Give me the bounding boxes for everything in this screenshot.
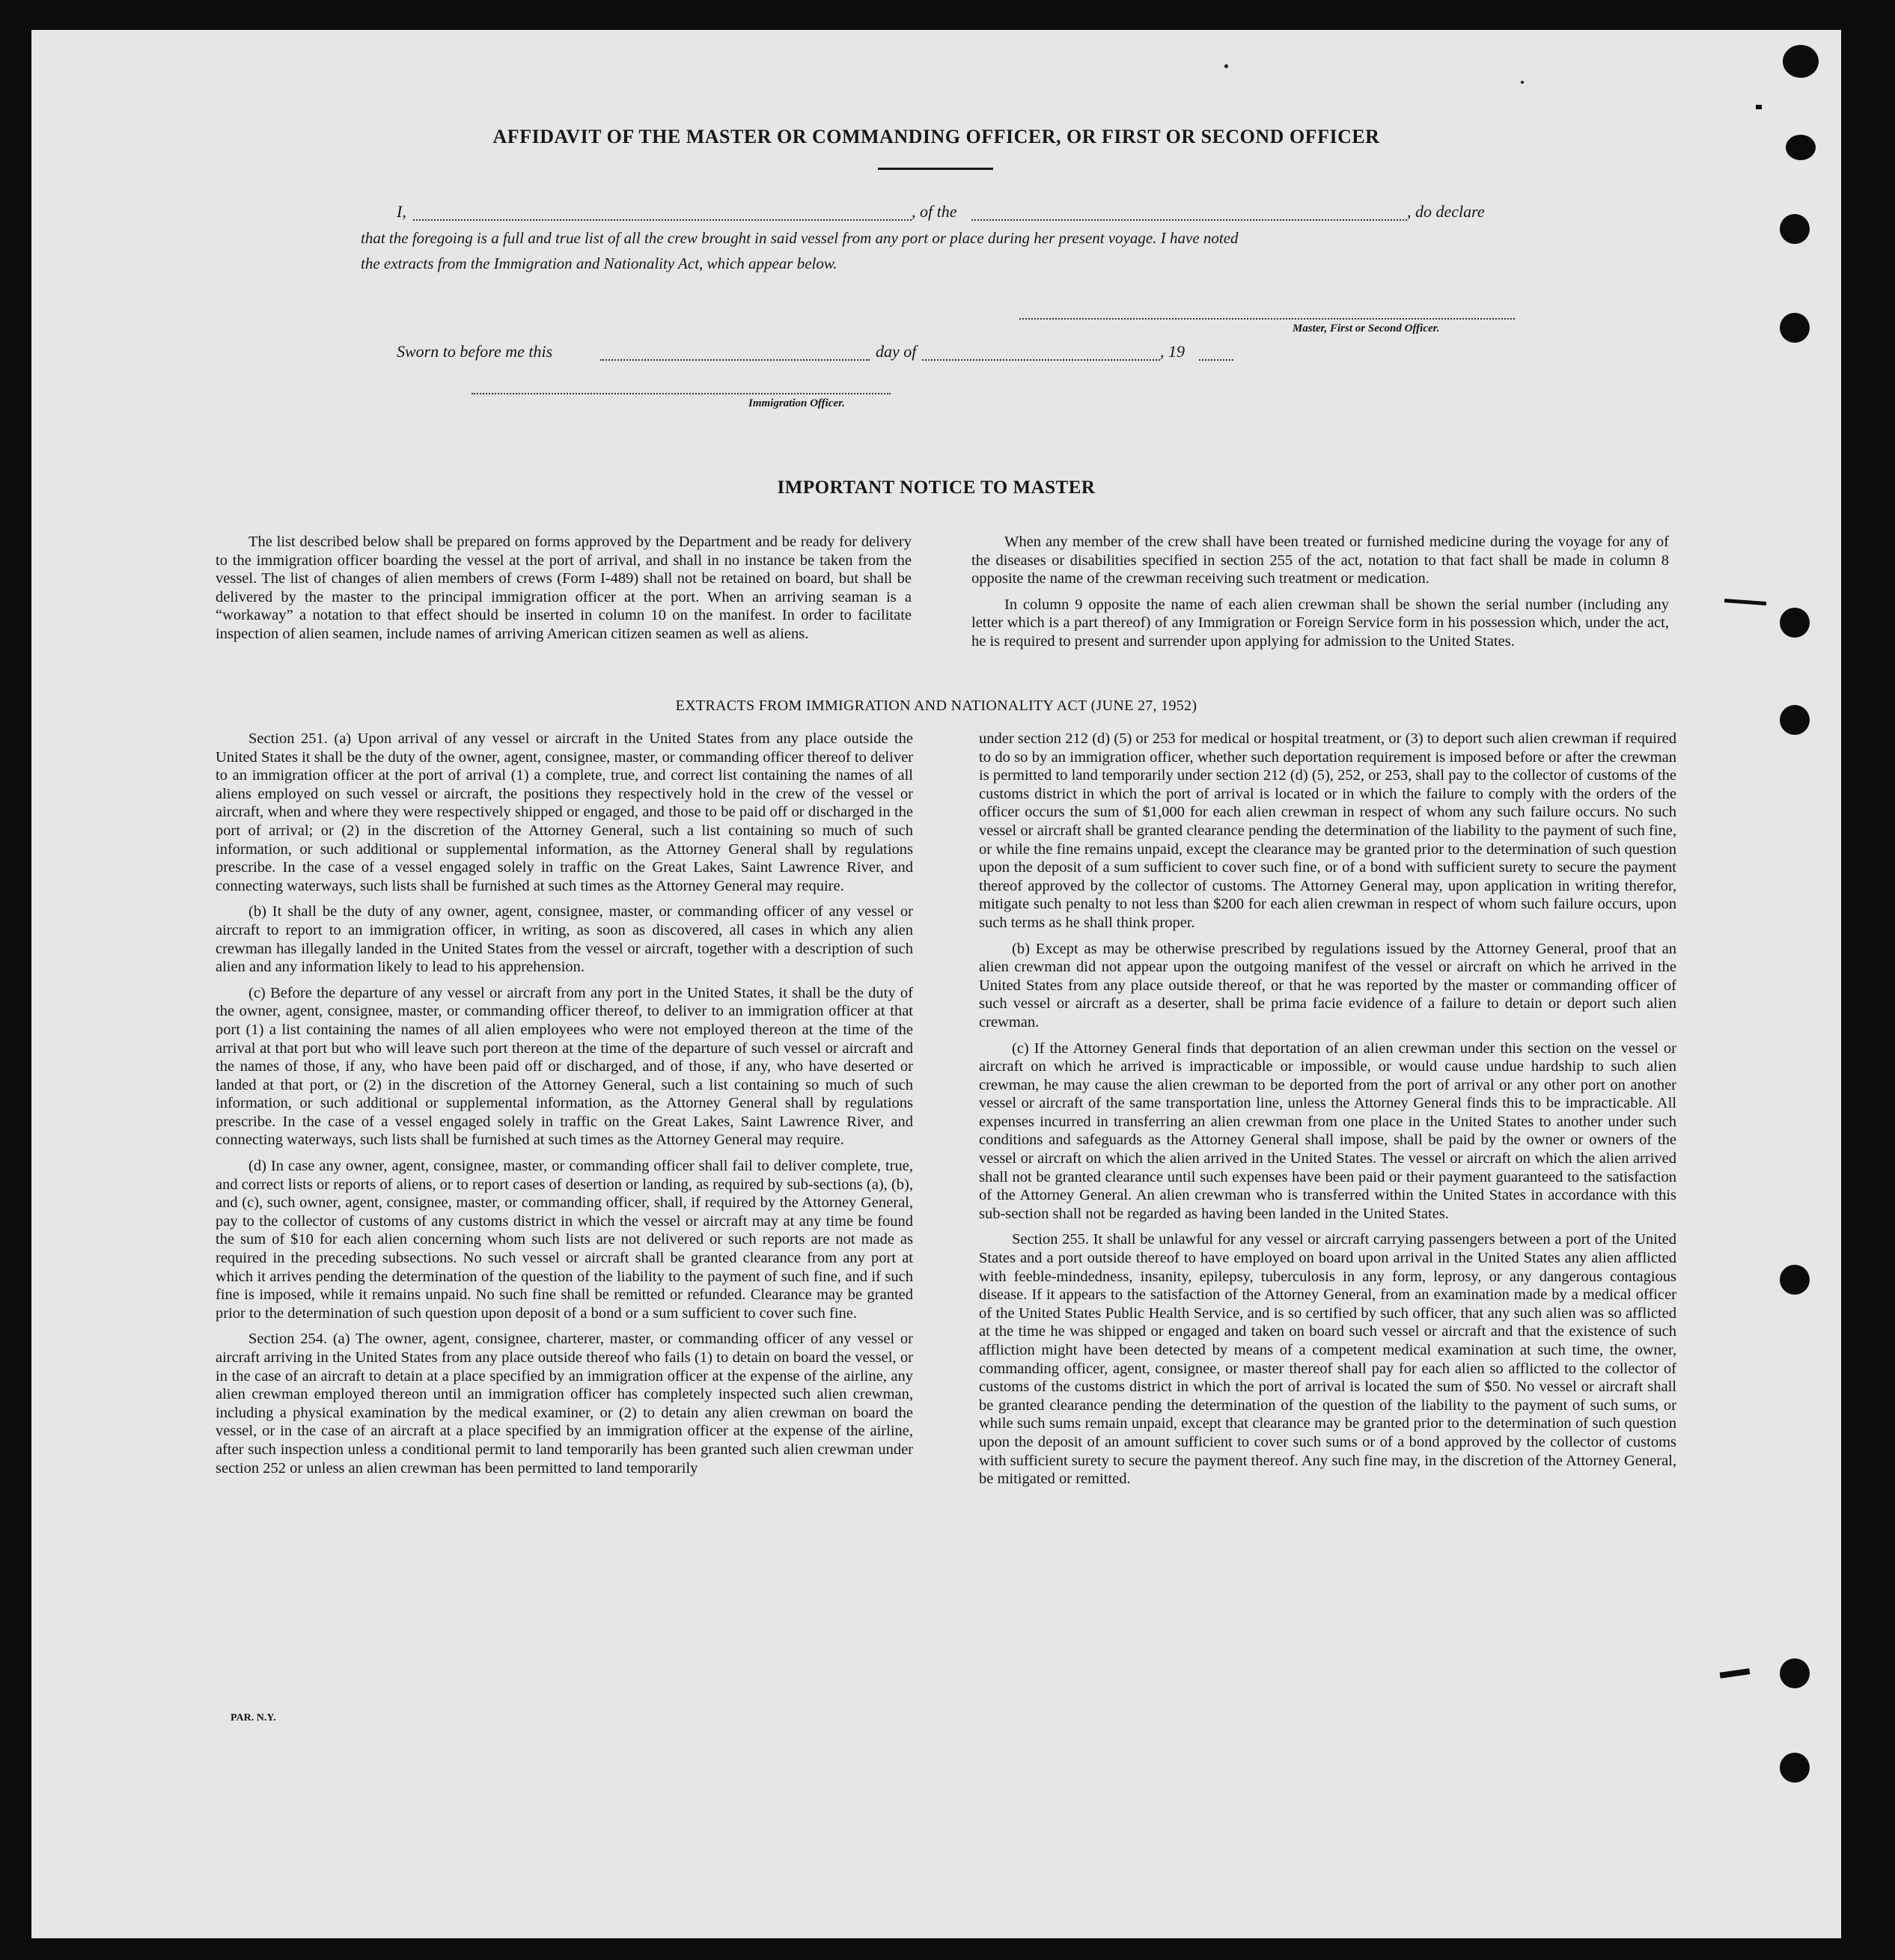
- of-the-label: , of the: [912, 202, 957, 221]
- binder-hole-icon: [1780, 214, 1810, 244]
- sworn-year-field[interactable]: [1199, 359, 1233, 361]
- section-251-b: (b) It shall be the duty of any owner, agent, consignee, master, or commanding officer of any vessel or aircraft to report to an immigration officer, in writing, as soon as discovered, all cases in which any alien crewman has illegally landed in the United States from the vessel or aircraft, together with a description of such alien and any information likely to lead to his apprehension.: [216, 903, 913, 976]
- notice-right-paragraph-1: When any member of the crew shall have been treated or furnished medicine during the voyage for any of the diseases or disabilities specified in section 255 of the act, notation to that fact shall be made in column 8 opposite the name of the crewman receiving such treatment or medication.: [971, 534, 1669, 587]
- vessel-field[interactable]: [971, 219, 1407, 221]
- i-label: I,: [397, 202, 406, 221]
- sworn-day-field[interactable]: [600, 359, 870, 361]
- sworn-month-field[interactable]: [922, 359, 1160, 361]
- scan-speck: [1224, 64, 1228, 68]
- binder-hole-icon: [1780, 705, 1810, 735]
- binder-hole-icon: [1780, 1265, 1810, 1295]
- title-underline: [878, 168, 993, 170]
- section-254-a-continued: under section 212 (d) (5) or 253 for medical or hospital treatment, or (3) to deport such alien crewman if required to do so by an immigration officer, whether such deportation requirement is imposed before or after the crewman is permitted to land temporarily under section 212 (d) (5), 252, or 253, shall pay to the collector of customs of the customs district in which the port of arrival is located or in which the failure to comply with the orders of the officer occurs the sum of $1,000 for each alien crewman in respect of whom any such failure occurs. No such vessel or aircraft shall be granted clearance pending the determination of the liability to the payment of such fine, or while the fine remains unpaid, except the clearance may be granted prior to the determination of such question upon the deposit of a sum sufficient to cover such fine, or of a bond with sufficient surety to secure the payment thereof approved by the collector of customs. The Attorney General may, upon application in writing therefor, mitigate such penalty to not less than $200 for each alien crewman in respect of whom such failure occurs, upon such terms as he shall think proper.: [979, 730, 1676, 931]
- notice-title: IMPORTANT NOTICE TO MASTER: [777, 477, 1096, 498]
- printer-mark: PAR. N.Y.: [231, 1712, 276, 1724]
- signature-field[interactable]: [1019, 318, 1515, 320]
- do-declare-label: , do declare: [1407, 202, 1485, 221]
- binder-hole-icon: [1786, 135, 1816, 160]
- officer-caption: Immigration Officer.: [748, 397, 845, 409]
- scan-speck: [1756, 105, 1762, 109]
- binder-hole-icon: [1780, 1658, 1810, 1688]
- extracts-left-column: [216, 730, 913, 1485]
- binder-hole-icon: [1780, 313, 1810, 343]
- notice-left-column: [216, 533, 912, 651]
- section-251-d: (d) In case any owner, agent, consignee, master, or commanding officer shall fail to deliver complete, true, and correct lists or reports of aliens, or to report cases of desertion or landing, as required by sub-sections (a), (b), and (c), such owner, agent, consignee, master, or commanding officer, shall, if required by the Attorney General, pay to the collector of customs of any customs district in which the vessel or aircraft may at any time be found the sum of $10 for each alien concerning whom such lists are not delivered or such reports are not made as required in the preceding subsections. No such vessel or aircraft shall be granted clearance from any port at which it arrives pending the determination of the question of the liability to the payment of such fine, and if such fine is imposed, while it remains unpaid. No such fine shall be remitted or refunded. Clearance may be granted prior to the determination of such question upon deposit of a bond or a sum sufficient to cover such fine.: [216, 1158, 913, 1322]
- section-251-c: (c) Before the departure of any vessel or aircraft from any port in the United States, it shall be the duty of the owner, agent, consignee, master, or commanding officer thereof, to deliver to an immigration officer at that port (1) a list containing the names of all alien employees who were not employed thereon at the time of the arrival at that port but who will leave such port thereon at the time of the departure of such vessel or aircraft and the names of those, if any, who have been paid off or discharged, and of those, if any, who have deserted or landed at that port, or (2) in the discretion of the Attorney General, such a list containing so much of such information, or such additional or supplemental information, as the Attorney General shall by regulations prescribe. In the case of a vessel engaged solely in traffic on the Great Lakes, Saint Lawrence River, and connecting waterways, such lists shall be furnished at such times as the Attorney General may require.: [216, 984, 913, 1149]
- section-251-a: Section 251. (a) Upon arrival of any vessel or aircraft in the United States from any place outside the United States it shall be the duty of the owner, agent, consignee, master, or commanding officer thereof to deliver to an immigration officer at the port of arrival (1) a complete, true, and correct list containing the names of all aliens employed on such vessel or aircraft, the positions they respectively hold in the crew of the vessel or aircraft, when and where they were respectively shipped or engaged, and those to be paid off or discharged in the port of arrival; or (2) in the discretion of the Attorney General, such a list containing so much of such information, or such additional or supplemental information, as the Attorney General shall by regulations prescribe. In the case of a vessel engaged solely in traffic on the Great Lakes, Saint Lawrence River, and connecting waterways, such lists shall be furnished at such times as the Attorney General may require.: [216, 730, 913, 894]
- sworn-label: Sworn to before me this: [397, 342, 553, 361]
- scan-streak: [1720, 1668, 1751, 1678]
- section-254-b: (b) Except as may be otherwise prescribed by regulations issued by the Attorney General, proof that an alien crewman did not appear upon the outgoing manifest of the vessel or aircraft on which he arrived in the United States from any place outside thereof, or that he was reported by the master or commanding officer of such vessel or aircraft as a deserter, shall be prima facie evidence of a failure to detain or deport such alien crewman.: [979, 940, 1676, 1031]
- day-of-label: day of: [876, 342, 917, 361]
- scan-streak: [1724, 599, 1766, 605]
- name-field[interactable]: [413, 219, 912, 221]
- scan-speck: [1521, 81, 1524, 84]
- section-254-c: (c) If the Attorney General finds that deportation of an alien crewman under this section on the vessel or aircraft on which he arrived is impracticable or impossible, or would cause undue hardship to such alien crewman, he may cause the alien crewman to be deported from the port of arrival or any other port on another vessel or aircraft of the same transportation line, unless the Attorney General finds this to be impracticable. All expenses incurred in transferring an alien crewman from one place in the United States to another under such conditions and safeguards as the Attorney General shall impose, shall be paid by the owner or owners of the vessel or aircraft on which the alien arrived in the United States. The vessel or aircraft on which the alien arrived shall not be granted clearance until such expenses have been paid or their payment guaranteed to the satisfaction of the Attorney General. An alien crewman who is transferred within the United States in accordance with this sub-section shall not be regarded as having been landed in the United States.: [979, 1039, 1676, 1222]
- section-255: Section 255. It shall be unlawful for any vessel or aircraft carrying passengers between a port of the United States and a port outside thereof to have employed on board upon arrival in the United States any alien afflicted with feeble-mindedness, insanity, epilepsy, tuberculosis in any form, leprosy, or any dangerous contagious disease. If it appears to the satisfaction of the Attorney General, from an examination made by a medical officer of the United States Public Health Service, and is so certified by such officer, that any such alien was so afflicted at the time he was shipped or engaged and taken on board such vessel or aircraft and that the existence of such affliction might have been detected by means of a competent medical examination at such time, the owner, commanding officer, agent, consignee, or master thereof shall pay for each alien so afflicted to the collector of customs of the customs district in which the port of arrival is located the sum of $50. No vessel or aircraft shall be granted clearance pending the determination of the question of the liability to the payment of such sums, or while such sums remain unpaid, except that clearance may be granted prior to the determination of such question upon the deposit of an amount sufficient to cover such sums or of a bond approved by the collector of customs with sufficient surety to secure the payment thereof. Any such fine may, in the discretion of the Attorney General, be mitigated or remitted.: [979, 1231, 1676, 1488]
- binder-hole-icon: [1780, 608, 1810, 638]
- notice-right-paragraph-2: In column 9 opposite the name of each alien crewman shall be shown the serial number (including any letter which is a part thereof) of any Immigration or Foreign Service form in his possession which, under the act, he is required to present and surrender upon applying for admission to the United States.: [971, 596, 1669, 650]
- notice-right-column: [971, 533, 1669, 659]
- signature-caption: Master, First or Second Officer.: [1293, 323, 1440, 335]
- extracts-right-column: [979, 730, 1676, 1496]
- notice-left-paragraph: The list described below shall be prepared on forms approved by the Department and be ready for delivery to the immigration officer boarding the vessel at the port of arrival, and shall in no instance be taken from the vessel. The list of changes of alien members of crews (Form I-489) shall not be retained on board, but shall be delivered by the master to the principal immigration officer at the port. When an arriving seaman is a “workaway” a notation to that effect should be inserted in column 10 on the manifest. In order to facilitate inspection of alien seamen, include names of arriving American citizen seamen as well as aliens.: [216, 534, 912, 642]
- year-prefix-label: , 19: [1160, 342, 1185, 361]
- statement-line-1: that the foregoing is a full and true list of all the crew brought in said vessel from any port or place during her present voyage. I have noted: [361, 229, 1239, 247]
- statement-line-2: the extracts from the Immigration and Nationality Act, which appear below.: [361, 254, 837, 272]
- affidavit-title: AFFIDAVIT OF THE MASTER OR COMMANDING OFFICER, OR FIRST OR SECOND OFFICER: [492, 126, 1380, 147]
- form-page: [31, 30, 1841, 1938]
- extracts-title: EXTRACTS FROM IMMIGRATION AND NATIONALITY ACT (JUNE 27, 1952): [675, 697, 1197, 714]
- binder-hole-icon: [1783, 45, 1819, 78]
- binder-hole-icon: [1780, 1753, 1810, 1783]
- section-254-a: Section 254. (a) The owner, agent, consignee, charterer, master, or commanding officer of any vessel or aircraft arriving in the United States from any place outside thereof who fails (1) to detain on board the vessel, or in the case of an aircraft to detain at a place specified by an immigration officer at the expense of the airline, any alien crewman employed thereon until an immigration officer has completely inspected such alien crewman, including a physical examination by the medical examiner, or (2) to detain any alien crewman on board the vessel, or in the case of an aircraft at a place specified by an immigration officer at the expense of the airline, after such inspection unless a conditional permit to land temporarily has been granted such alien crewman under section 252 or unless an alien crewman has been permitted to land temporarily: [216, 1331, 913, 1477]
- immigration-officer-field[interactable]: [472, 393, 891, 394]
